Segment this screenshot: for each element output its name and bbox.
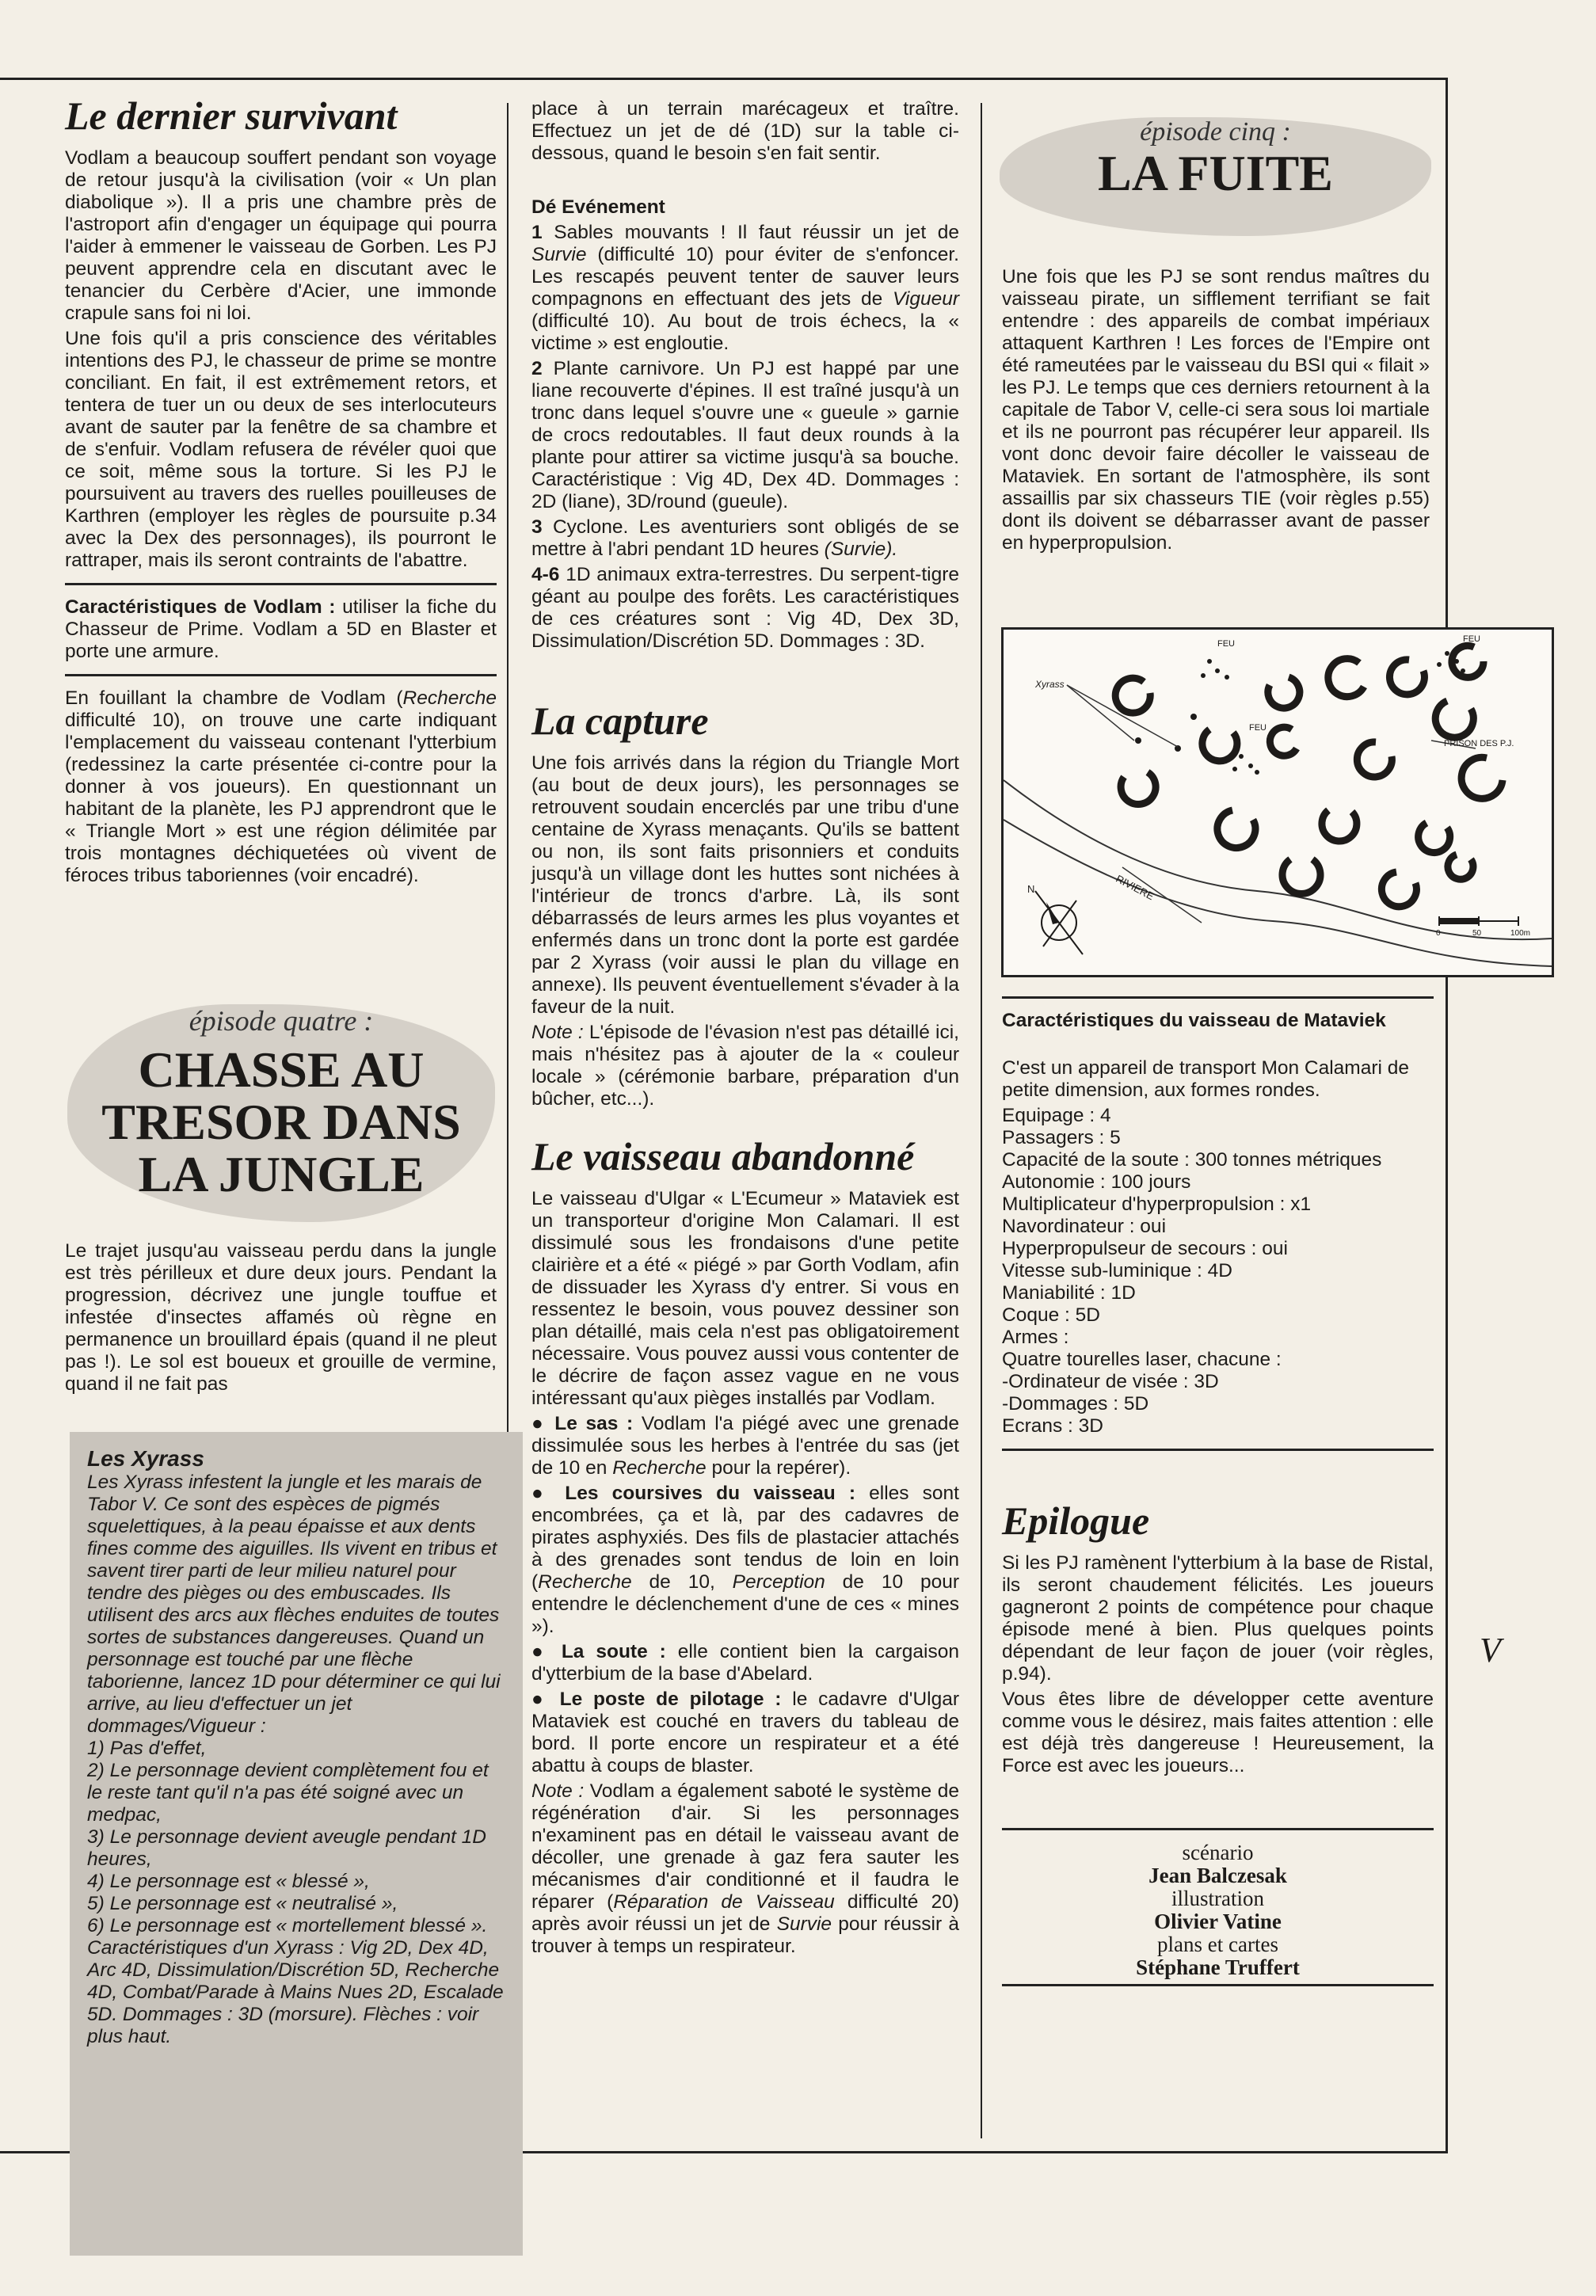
ship-stat: -Ordinateur de visée : 3D: [1002, 1371, 1219, 1392]
divider: [1002, 1449, 1434, 1451]
paragraph: Vous êtes libre de développer cette aventure comme vous le désirez, mais faites attention : elle est déjà très dangereuse ! Heureusement, la Force est avec les joueurs...: [1002, 1689, 1434, 1776]
right-column-ship: [1002, 996, 1434, 1997]
map-label-feu: FEU: [1463, 634, 1480, 644]
credits: [1002, 1841, 1434, 1979]
event-row: 1 Sables mouvants ! Il faut réussir un jet de Survie (difficulté 10) pour éviter de s'enfoncer. Les rescapés peuvent tenter de sauver leurs compagnons en effectuant des jets de Vigueur (difficulté 10). Au bout de trois échecs, la « victime » est engloutie.: [531, 222, 959, 354]
column-rule-2: [981, 103, 982, 2138]
ship-stat: -Dommages : 5D: [1002, 1393, 1149, 1415]
ship-stat: Maniabilité : 1D: [1002, 1282, 1136, 1304]
credit-role: plans et cartes: [1157, 1932, 1278, 1956]
event-row: 3 Cyclone. Les aventuriers sont obligés de se mettre à l'abri pendant 1D heures (Survie).: [531, 516, 959, 560]
middle-column: [531, 98, 959, 1961]
paragraph: Vodlam a beaucoup souffert pendant son voyage de retour jusqu'à la civilisation (voir « Un plan diabolique »). Il a pris une chambre près de l'astroport afin d'engager un équipage qui pourra l'aider à emmener le vaisseau de Gorben. Les PJ peuvent apprendre cela en discutant avec le tenancier du Cerbère d'Acier, une immonde crapule sans foi ni loi.: [65, 147, 497, 324]
trap-item: ● La soute : elle contient bien la cargaison d'ytterbium de la base d'Abelard.: [531, 1641, 959, 1685]
divider: [1002, 996, 1434, 999]
divider: [65, 674, 497, 676]
ship-stat: Autonomie : 100 jours: [1002, 1171, 1191, 1193]
trap-item: ● Le sas : Vodlam l'a piégé avec une grenade dissimulée sous les herbes à l'entrée du sas (jet de 10 en Recherche pour la repérer).: [531, 1413, 959, 1479]
episode-kicker: épisode cinq :: [1140, 117, 1291, 147]
paragraph: Note : Vodlam a également saboté le système de régénération d'air. Si les personnages n'examinent pas en détail le vaisseau avant de décoller, une grenade à gaz fera sauter les mécanismes d'air conditionné et il faudra le réparer (Réparation de Vaisseau difficulté 20) après avoir réussi un jet de Survie pour réussir à trouver à temps un respirateur.: [531, 1780, 959, 1957]
ship-stat: Armes :: [1002, 1327, 1069, 1348]
trap-item: ● Les coursives du vaisseau : elles sont encombrées, ça et là, par des cadavres de pirates asphyxiés. Des fils de plastacier attachés à des grenades sont tendus de loin en loin (Recherche de 10, Perception de 10 pour entendre le déclenchement d'une de ces « mines »).: [531, 1483, 959, 1637]
map-label-xyrass: Xyrass: [1035, 679, 1065, 690]
divider: [1002, 1984, 1434, 1986]
top-rule: [0, 78, 1446, 80]
sidebar-result: 5) Le personnage est « neutralisé »,: [87, 1893, 398, 1914]
ship-stat: Hyperpropulseur de secours : oui: [1002, 1238, 1288, 1259]
section-title-capture: La capture: [531, 699, 709, 743]
ship-stat: Vitesse sub-luminique : 4D: [1002, 1260, 1232, 1281]
paragraph: Le vaisseau d'Ulgar « L'Ecumeur » Mataviek est un transporteur d'origine Mon Calamari. Il est dissimulé sous les frondaisons d'une petite clairière et a été « piégé » par Gorth Vodlam, afin de dissuader les Xyrass d'y entrer. Si vous en ressentez le besoin, vous pouvez dessiner son plan détaillé, mais cela n'est pas obligatoirement nécessaire. Vous pouvez aussi vous contenter de le décrire de façon assez vague en ne vous intéressant qu'aux pièges installés par Vodlam.: [531, 1188, 959, 1409]
ship-stat: Multiplicateur d'hyperpropulsion : x1: [1002, 1194, 1312, 1215]
credit-role: illustration: [1171, 1887, 1264, 1910]
sidebar-result: 6) Le personnage est « mortellement blessé ».: [87, 1915, 488, 1936]
paragraph: Le trajet jusqu'au vaisseau perdu dans la jungle est très périlleux et dure deux jours. Pendant la progression, décrivez une jungle touffue et infestée d'insectes affamés où règne en permanence un brouillard épais (quand il ne pleut pas !). Le sol est boueux et grouille de vermine, quand il ne fait pas: [65, 1240, 497, 1395]
ship-stats-title: Caractéristiques du vaisseau de Mataviek: [1002, 1010, 1386, 1031]
sidebar-result: 4) Le personnage est « blessé »,: [87, 1871, 370, 1892]
trap-item: ● Le poste de pilotage : le cadavre d'Ulgar Mataviek est couché en travers du tableau de bord. Il porte encore un respirateur et a été abattu à coups de blaster.: [531, 1689, 959, 1776]
left-column: [65, 93, 497, 890]
ship-stat: Coque : 5D: [1002, 1304, 1100, 1326]
credit-name: Stéphane Truffert: [1136, 1955, 1300, 1979]
xyrass-sidebar: [70, 1432, 523, 2256]
sidebar-result: 2) Le personnage devient complètement fou et le reste tant qu'il n'a pas été soigné avec un medpac,: [87, 1760, 489, 1826]
ship-stat: Capacité de la soute : 300 tonnes métriques: [1002, 1149, 1382, 1171]
section-title-epilogue: Epilogue: [1002, 1498, 1150, 1543]
map-label-north: N: [1027, 883, 1035, 895]
right-column-fuite: [1002, 266, 1430, 558]
paragraph: Une fois arrivés dans la région du Triangle Mort (au bout de deux jours), les personnages se retrouvent soudain encerclés par une tribu d'une centaine de Xyrass menaçants. Qu'ils se battent ou non, ils sont faits prisonniers et conduits jusqu'à un village dont les huttes sont nichées à l'intérieur de troncs d'arbre. Là, ils sont débarrassés de leurs armes les plus voyantes et enfermés dans un tronc dont la porte est gardée par 2 Xyrass (voir aussi le plan du village en annexe). Ils peuvent éventuellement s'évader à la faveur de la nuit.: [531, 752, 959, 1018]
page-marker: V: [1480, 1631, 1501, 1670]
map-scale-label: 50: [1472, 929, 1482, 938]
episode-title: LA FUITE: [1098, 145, 1333, 201]
ship-stats-list: [1002, 1105, 1434, 1437]
map-label-riviere: RIVIERE: [1114, 872, 1156, 903]
sidebar-result: 3) Le personnage devient aveugle pendant 1D heures,: [87, 1826, 486, 1870]
event-table-header: Dé Evénement: [531, 196, 665, 218]
sidebar-stats: Caractéristiques d'un Xyrass : Vig 2D, Dex 4D, Arc 4D, Dissimulation/Discrétion 5D, Recherche 4D, Combat/Parade à Mains Nues 2D, Escalade 5D. Dommages : 3D (morsure). Flèches : voir plus haut.: [87, 1937, 504, 2047]
episode-title: CHASSE AU TRESOR DANS LA JUNGLE: [101, 1041, 461, 1202]
sidebar-title: Les Xyrass: [87, 1446, 204, 1471]
divider: [65, 583, 497, 585]
event-row: 2 Plante carnivore. Un PJ est happé par une liane recouverte d'épines. Il est traîné jusqu'à un tronc dans lequel s'ouvre une « gueule » garnie de crocs redoutables. Il faut deux rounds à la plante pour attirer sa victime jusqu'à sa bouche. Caractéristique : Vig 4D, Dex 4D. Dommages : 2D (liane), 3D/round (gueule).: [531, 358, 959, 512]
section-title-dernier-survivant: Le dernier survivant: [65, 93, 398, 138]
vodlam-stats: Caractéristiques de Vodlam : utiliser la fiche du Chasseur de Prime. Vodlam a 5D en Blaster et porte une armure.: [65, 596, 497, 662]
episode-kicker: épisode quatre :: [189, 1005, 374, 1037]
event-row: 4-6 1D animaux extra-terrestres. Du serpent-tigre géant au poulpe des forêts. Les caractéristiques de ces créatures sont : Vig 4D, Dex 3D, Dissimulation/Discrétion 5D. Dommages : 3D.: [531, 564, 959, 652]
credit-role: scénario: [1182, 1841, 1254, 1864]
paragraph: Si les PJ ramènent l'ytterbium à la base de Ristal, ils seront chaudement félicités. Les joueurs gagneront 2 points de compétence pour chaque épisode mené à bien. Plus quelques points dépendant de leur façon de jouer (voir règles, p.94).: [1002, 1552, 1434, 1685]
right-frame-rule: [1446, 78, 1448, 2153]
village-map: [1001, 627, 1554, 977]
paragraph: Note : L'épisode de l'évasion n'est pas détaillé ici, mais n'hésitez pas à ajouter de la « couleur locale » (cérémonie barbare, préparation d'un bûcher, etc...).: [531, 1022, 959, 1110]
credit-name: Olivier Vatine: [1154, 1910, 1282, 1933]
episode-five-banner: [1000, 117, 1431, 236]
map-label-feu: FEU: [1249, 723, 1267, 733]
ship-stat: Equipage : 4: [1002, 1105, 1111, 1126]
map-label-prison: PRISON DES P.J.: [1444, 739, 1514, 748]
section-title-vaisseau: Le vaisseau abandonné: [531, 1134, 915, 1178]
paragraph: Une fois que les PJ se sont rendus maîtres du vaisseau pirate, un sifflement terrifiant se fait entendre : des appareils de combat impériaux attaquent Karthren ! Les forces de l'Empire ont été rameutées par le vaisseau du BSI qui « filait » les PJ. Le temps que ces derniers retournent à la capitale de Tabor V, celle-ci sera sous loi martiale et ils ne pourront pas récupérer leur appareil. Ils vont donc devoir faire décoller le vaisseau de Mataviek. En sortant de l'atmosphère, ils sont assaillis par six chasseurs TIE (voir règles p.55) dont ils doivent se débarrasser avant de passer en hyperpropulsion.: [1002, 266, 1430, 554]
ship-stat: Quatre tourelles laser, chacune :: [1002, 1349, 1282, 1370]
credit-name: Jean Balczesak: [1148, 1864, 1287, 1887]
ship-stat: Ecrans : 3D: [1002, 1415, 1103, 1437]
sidebar-result: 1) Pas d'effet,: [87, 1738, 207, 1759]
paragraph: En fouillant la chambre de Vodlam (Recherche difficulté 10), on trouve une carte indiquant l'emplacement du vaisseau contenant l'ytterbium (redessinez la carte présentée ci-contre pour la donner à vos joueurs). En questionnant un habitant de la planète, les PJ apprendront que le « Triangle Mort » est une région délimitée par trois montagnes déchiquetées où vivent de féroces tribus taboriennes (voir encadré).: [65, 687, 497, 886]
map-label-feu: FEU: [1217, 639, 1235, 649]
ship-stat: Passagers : 5: [1002, 1127, 1121, 1148]
left-column-continued: [65, 1240, 497, 1399]
map-scale-label: 0: [1436, 929, 1441, 938]
divider: [1002, 1828, 1434, 1830]
ship-intro: C'est un appareil de transport Mon Calamari de petite dimension, aux formes rondes.: [1002, 1057, 1409, 1101]
paragraph: Une fois qu'il a pris conscience des véritables intentions des PJ, le chasseur de prime se montre conciliant. En fait, il est extrêmement retors, et tentera de tuer un ou deux de ses interlocuteurs avant de sauter par la fenêtre de sa chambre et de s'enfuir. Vodlam refusera de révéler quoi que ce soit, même sous la torture. Si les PJ le poursuivent au travers des ruelles pouilleuses de Karthren (employer les règles de poursuite p.34 avec la Dex des personnages), ils pourront le rattraper, mais ils seront contraints de l'abattre.: [65, 328, 497, 571]
sidebar-text: Les Xyrass infestent la jungle et les marais de Tabor V. Ce sont des espèces de pigmés squelettiques, à la peau épaisse et aux dents fines comme des aiguilles. Ils vivent en tribus et savent tirer parti de leur milieu naturel pour tendre des pièges ou des embuscades. Ils utilisent des arcs aux flèches enduites de toutes sortes de substances dangereuses. Quand un personnage est touché par une flèche taborienne, lancez 1D pour déterminer ce qui lui arrive, au lieu d'effectuer un jet dommages/Vigueur :: [87, 1472, 501, 1737]
episode-four-banner: [67, 1004, 495, 1222]
map-scale-label: 100m: [1510, 929, 1531, 938]
paragraph: place à un terrain marécageux et traître. Effectuez un jet de dé (1D) sur la table ci-dessous, quand le besoin s'en fait sentir.: [531, 98, 959, 164]
village-map-drawing: [1004, 630, 1552, 975]
ship-stat: Navordinateur : oui: [1002, 1216, 1167, 1237]
